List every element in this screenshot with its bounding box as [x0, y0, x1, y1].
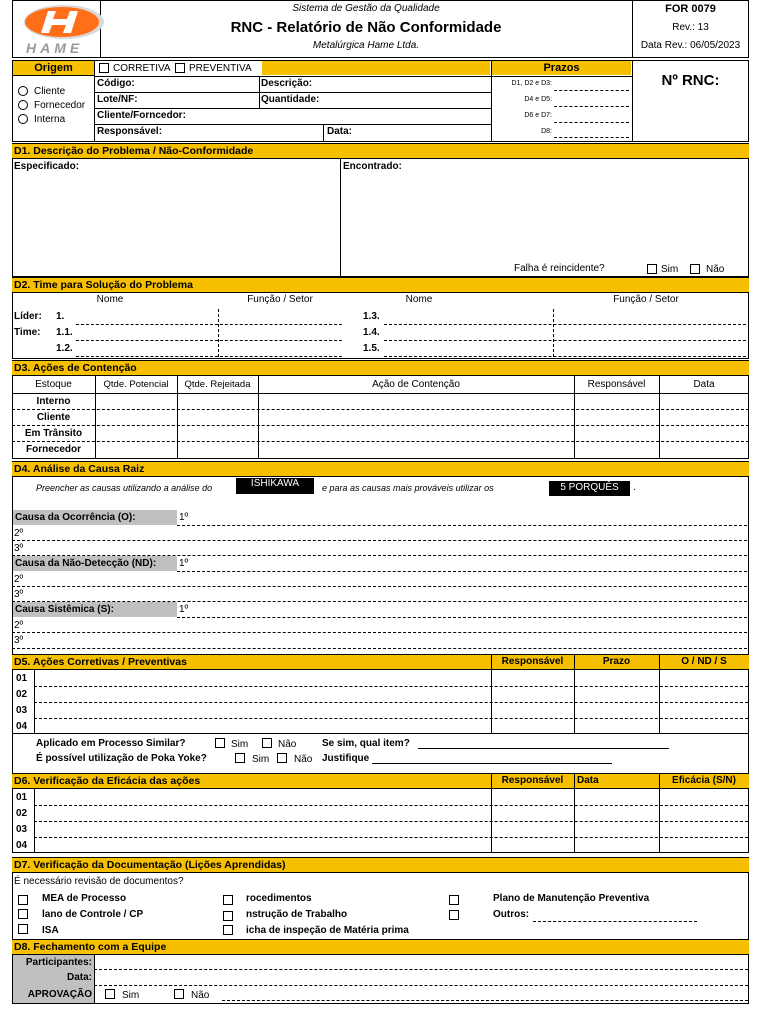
- causa-nd-1: 1º: [179, 558, 189, 569]
- similar-sim-label: Sim: [231, 739, 249, 750]
- causa-ocorrencia-label: Causa da Ocorrência (O):: [15, 512, 136, 523]
- d2-col-nome-left: Nome: [96, 294, 124, 305]
- d4-dot: .: [633, 482, 636, 493]
- d3-row-fornecedor: Fornecedor: [25, 444, 81, 455]
- d7-header: D7. Verificação da Documentação (Lições Aprendidas): [12, 857, 749, 873]
- aprovacao-sim-label: Sim: [122, 990, 140, 1001]
- d5-col-responsavel: Responsável: [501, 656, 564, 667]
- causa-s-1: 1º: [179, 604, 189, 615]
- d2-col-nome-right: Nome: [405, 294, 433, 305]
- prazo-d8-label: D8:: [541, 128, 552, 135]
- reincidente-sim-label: Sim: [661, 264, 679, 275]
- especificado-label: Especificado:: [14, 161, 80, 172]
- d8-data-label: Data:: [66, 972, 92, 983]
- causa-s-2: 2º: [14, 620, 24, 631]
- quantidade-label: Quantidade:: [261, 94, 320, 105]
- d6-row-03: 03: [16, 824, 28, 835]
- d5-row-02: 02: [16, 689, 28, 700]
- reincidente-nao-label: Não: [706, 264, 725, 275]
- d6-row-02: 02: [16, 808, 28, 819]
- fmea-label: MEA de Processo: [42, 893, 127, 904]
- justifique-label: Justifique: [322, 753, 370, 764]
- d3-col-acao: Ação de Contenção: [372, 379, 460, 390]
- d6-header: D6. Verificação da Eficácia das ações: [12, 773, 749, 789]
- causa-o-1: 1º: [179, 512, 189, 523]
- company-name: Metalúrgica Hame Ltda.: [312, 40, 420, 51]
- d3-col-qtde-potencial: Qtde. Potencial: [103, 379, 169, 390]
- logo-text: HAME: [26, 40, 84, 56]
- d7-question: É necessário revisão de documentos?: [14, 876, 184, 887]
- d3-row-cliente: Cliente: [36, 412, 71, 423]
- origin-cliente-label: Cliente: [34, 86, 66, 97]
- poka-sim-checkbox[interactable]: [235, 753, 245, 763]
- d4-header: D4. Análise da Causa Raiz: [12, 461, 749, 477]
- system-name: Sistema de Gestão da Qualidade: [292, 3, 440, 14]
- plano-controle-label: lano de Controle / CP: [42, 909, 144, 920]
- origin-fornecedor-radio[interactable]: [18, 100, 28, 110]
- d3-header: D3. Ações de Contenção: [12, 360, 749, 376]
- fmea-checkbox[interactable]: [18, 895, 28, 905]
- causa-s-3: 3º: [14, 635, 24, 646]
- team-item-1-1: 1.1.: [56, 327, 73, 338]
- form-code: FOR 0079: [665, 3, 716, 15]
- causa-nao-deteccao-label: Causa da Não-Detecção (ND):: [15, 558, 157, 569]
- d3-col-data: Data: [693, 379, 715, 390]
- poka-sim-label: Sim: [252, 754, 270, 765]
- outros-checkbox[interactable]: [449, 910, 459, 920]
- d3-row-interno: Interno: [36, 396, 71, 407]
- participantes-label: Participantes:: [25, 957, 92, 968]
- prazo-d1-label: D1, D2 e D3:: [511, 80, 552, 87]
- poka-yoke-question: É possível utilização de Poka Yoke?: [36, 753, 207, 764]
- se-sim-label: Se sim, qual item?: [322, 738, 410, 749]
- rnc-number-label: Nº RNC:: [661, 72, 720, 89]
- msa-label: ISA: [42, 925, 59, 936]
- corretiva-label: CORRETIVA: [113, 63, 171, 74]
- team-item-1-2: 1.2.: [56, 343, 73, 354]
- time-label: Time:: [14, 327, 41, 338]
- team-item-1-4: 1.4.: [363, 327, 380, 338]
- company-logo: [18, 2, 108, 56]
- lote-label: Lote/NF:: [97, 94, 138, 105]
- aprovacao-nao-label: Não: [191, 990, 210, 1001]
- ishikawa-button[interactable]: ISHIKAWA: [236, 478, 314, 494]
- d6-col-data: Data: [577, 775, 599, 786]
- poka-nao-checkbox[interactable]: [277, 753, 287, 763]
- codigo-label: Código:: [97, 78, 135, 89]
- cliente-fornecedor-label: Cliente/Forncedor:: [97, 110, 186, 121]
- page-title: RNC - Relatório de Não Conformidade: [230, 19, 502, 36]
- reincidente-label: Falha é reincidente?: [514, 263, 605, 274]
- d3-col-responsavel: Responsável: [587, 379, 646, 390]
- reincidente-sim-checkbox[interactable]: [647, 264, 657, 274]
- encontrado-label: Encontrado:: [343, 161, 402, 172]
- origin-interna-radio[interactable]: [18, 114, 28, 124]
- d6-row-04: 04: [16, 840, 28, 851]
- preventiva-checkbox[interactable]: [175, 63, 185, 73]
- revision: Rev.: 13: [672, 22, 709, 33]
- causa-sistemica-label: Causa Sistêmica (S):: [15, 604, 114, 615]
- msa-checkbox[interactable]: [18, 924, 28, 934]
- d6-row-01: 01: [16, 792, 28, 803]
- similar-question: Aplicado em Processo Similar?: [36, 738, 186, 749]
- procedimentos-label: rocedimentos: [246, 893, 312, 904]
- d2-col-funcao-left: Função / Setor: [247, 294, 313, 305]
- similar-sim-checkbox[interactable]: [215, 738, 225, 748]
- cinco-porques-button[interactable]: 5 PORQUÊS: [549, 481, 630, 496]
- d2-col-funcao-right: Função / Setor: [613, 294, 679, 305]
- plano-controle-checkbox[interactable]: [18, 909, 28, 919]
- d5-row-03: 03: [16, 705, 28, 716]
- reincidente-nao-checkbox[interactable]: [690, 264, 700, 274]
- revision-date: Data Rev.: 06/05/2023: [640, 40, 741, 51]
- team-item-1: 1.: [56, 311, 65, 322]
- d5-row-04: 04: [16, 721, 28, 732]
- descricao-label: Descrição:: [261, 78, 313, 89]
- d2-header: D2. Time para Solução do Problema: [12, 277, 749, 293]
- instrucao-trabalho-label: nstrução de Trabalho: [246, 909, 348, 920]
- similar-nao-label: Não: [278, 739, 297, 750]
- d5-col-prazo: Prazo: [602, 656, 631, 667]
- prazos-title: Prazos: [543, 62, 580, 74]
- d5-col-ond: O / ND / S: [681, 656, 727, 667]
- d3-row-em-transito: Em Trânsito: [24, 428, 83, 439]
- corretiva-checkbox[interactable]: [99, 63, 109, 73]
- similar-nao-checkbox[interactable]: [262, 738, 272, 748]
- instrucao-trabalho-checkbox[interactable]: [223, 911, 233, 921]
- origin-interna-label: Interna: [34, 114, 66, 125]
- origin-fornecedor-label: Fornecedor: [34, 100, 86, 111]
- d3-col-estoque: Estoque: [35, 379, 72, 390]
- origin-title: Origem: [34, 62, 73, 74]
- d6-col-responsavel: Responsável: [501, 775, 564, 786]
- poka-nao-label: Não: [294, 754, 313, 765]
- aprovacao-sim-checkbox[interactable]: [105, 989, 115, 999]
- ficha-inspecao-label: icha de inspeção de Matéria prima: [246, 925, 409, 936]
- d1-header: D1. Descrição do Problema / Não-Conformidade: [12, 143, 749, 159]
- d4-instruction-b: e para as causas mais prováveis utilizar os: [322, 483, 494, 493]
- prazo-d4-label: D4 e D5:: [524, 96, 552, 103]
- causa-nd-3: 3º: [14, 589, 24, 600]
- responsavel-label: Responsável:: [97, 126, 163, 137]
- preventiva-label: PREVENTIVA: [189, 63, 252, 74]
- d8-header: D8. Fechamento com a Equipe: [12, 939, 749, 955]
- d5-header: D5. Ações Corretivas / Preventivas: [12, 654, 749, 670]
- causa-o-2: 2º: [14, 528, 24, 539]
- lider-label: Líder:: [14, 311, 42, 322]
- plano-manutencao-checkbox[interactable]: [449, 895, 459, 905]
- plano-manutencao-label: Plano de Manutenção Preventiva: [493, 893, 650, 904]
- causa-nd-2: 2º: [14, 574, 24, 585]
- d3-col-qtde-rejeitada: Qtde. Rejeitada: [184, 379, 251, 390]
- d6-col-eficacia: Eficácia (S/N): [672, 775, 736, 786]
- procedimentos-checkbox[interactable]: [223, 895, 233, 905]
- prazo-d6-label: D6 e D7:: [524, 112, 552, 119]
- data-label: Data:: [327, 126, 353, 137]
- d5-row-01: 01: [16, 673, 28, 684]
- team-item-1-3: 1.3.: [363, 311, 380, 322]
- causa-o-3: 3º: [14, 543, 24, 554]
- aprovacao-nao-checkbox[interactable]: [174, 989, 184, 999]
- aprovacao-label: APROVAÇÃO: [27, 989, 92, 1000]
- d4-instruction-a: Preencher as causas utilizando a análise do: [36, 483, 213, 493]
- origin-cliente-radio[interactable]: [18, 86, 28, 96]
- outros-label: Outros:: [493, 909, 530, 920]
- ficha-inspecao-checkbox[interactable]: [223, 925, 233, 935]
- team-item-1-5: 1.5.: [363, 343, 380, 354]
